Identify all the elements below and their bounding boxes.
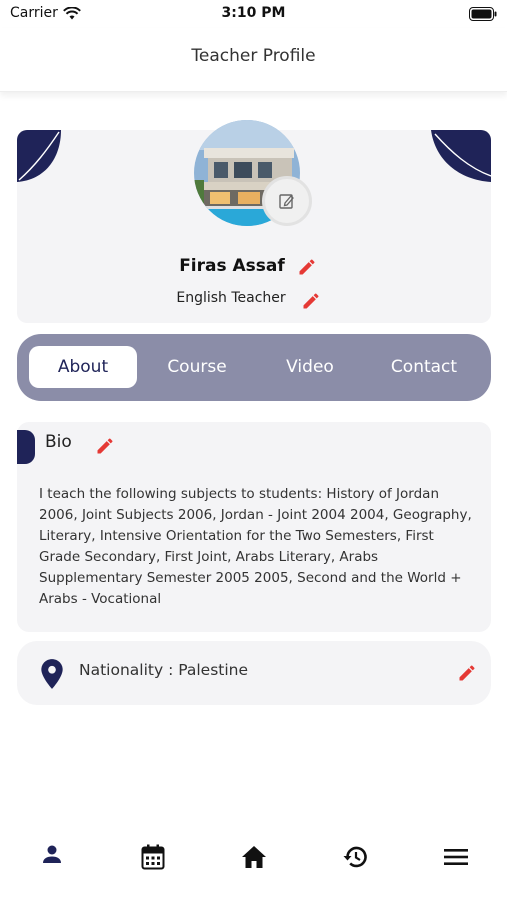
profile-tabs bbox=[17, 334, 491, 401]
edit-name-pencil-icon[interactable] bbox=[297, 257, 317, 277]
tabbar-history[interactable] bbox=[335, 837, 375, 877]
edit-nationality-pencil-icon[interactable] bbox=[457, 663, 477, 683]
home-icon bbox=[241, 845, 267, 869]
tabbar-home[interactable] bbox=[234, 837, 274, 877]
page-title: Teacher Profile bbox=[191, 46, 316, 66]
bio-title: Bio bbox=[45, 432, 72, 452]
menu-icon bbox=[444, 848, 468, 866]
calendar-icon bbox=[141, 844, 165, 870]
status-time: 3:10 PM bbox=[221, 5, 286, 21]
bio-card bbox=[17, 422, 491, 632]
leaf-decoration-right-icon bbox=[431, 130, 491, 182]
tabbar-calendar[interactable] bbox=[133, 837, 173, 877]
tabbar-menu[interactable] bbox=[436, 837, 476, 877]
avatar-edit-button[interactable] bbox=[262, 176, 312, 226]
profile-role: English Teacher bbox=[176, 290, 286, 306]
edit-bio-pencil-icon[interactable] bbox=[95, 436, 115, 456]
tab-about[interactable]: About bbox=[29, 346, 137, 388]
tab-video[interactable]: Video bbox=[286, 357, 334, 377]
nav-bar bbox=[0, 28, 507, 92]
person-icon bbox=[40, 843, 64, 867]
bio-text: I teach the following subjects to students: History of Jordan 2006, Joint Subjects 2006, Jordan - Joint 2004 2004, Geography, Literary, Intensive Orientation for the Two Semesters, First Grade Secondary, First Joint, Arabs Literary, Arabs Supplementary Semester 2005 2005, Second and the World + Arabs - Vocational bbox=[39, 486, 472, 607]
bottom-tab-bar bbox=[0, 815, 507, 900]
status-bar bbox=[0, 0, 507, 28]
nationality-text: Nationality : Palestine bbox=[79, 661, 249, 679]
bio-marker bbox=[17, 430, 35, 464]
nationality-card bbox=[17, 641, 491, 705]
edit-role-pencil-icon[interactable] bbox=[301, 291, 321, 311]
tabbar-profile[interactable] bbox=[32, 835, 72, 875]
history-icon bbox=[342, 845, 368, 869]
profile-name: Firas Assaf bbox=[179, 256, 285, 276]
tab-course[interactable]: Course bbox=[167, 357, 227, 377]
battery-icon bbox=[469, 7, 497, 21]
edit-note-icon bbox=[278, 192, 296, 210]
location-pin-icon bbox=[39, 658, 65, 690]
leaf-decoration-left-icon bbox=[17, 130, 61, 182]
tab-contact[interactable]: Contact bbox=[390, 357, 458, 377]
carrier-label: Carrier bbox=[10, 5, 58, 21]
